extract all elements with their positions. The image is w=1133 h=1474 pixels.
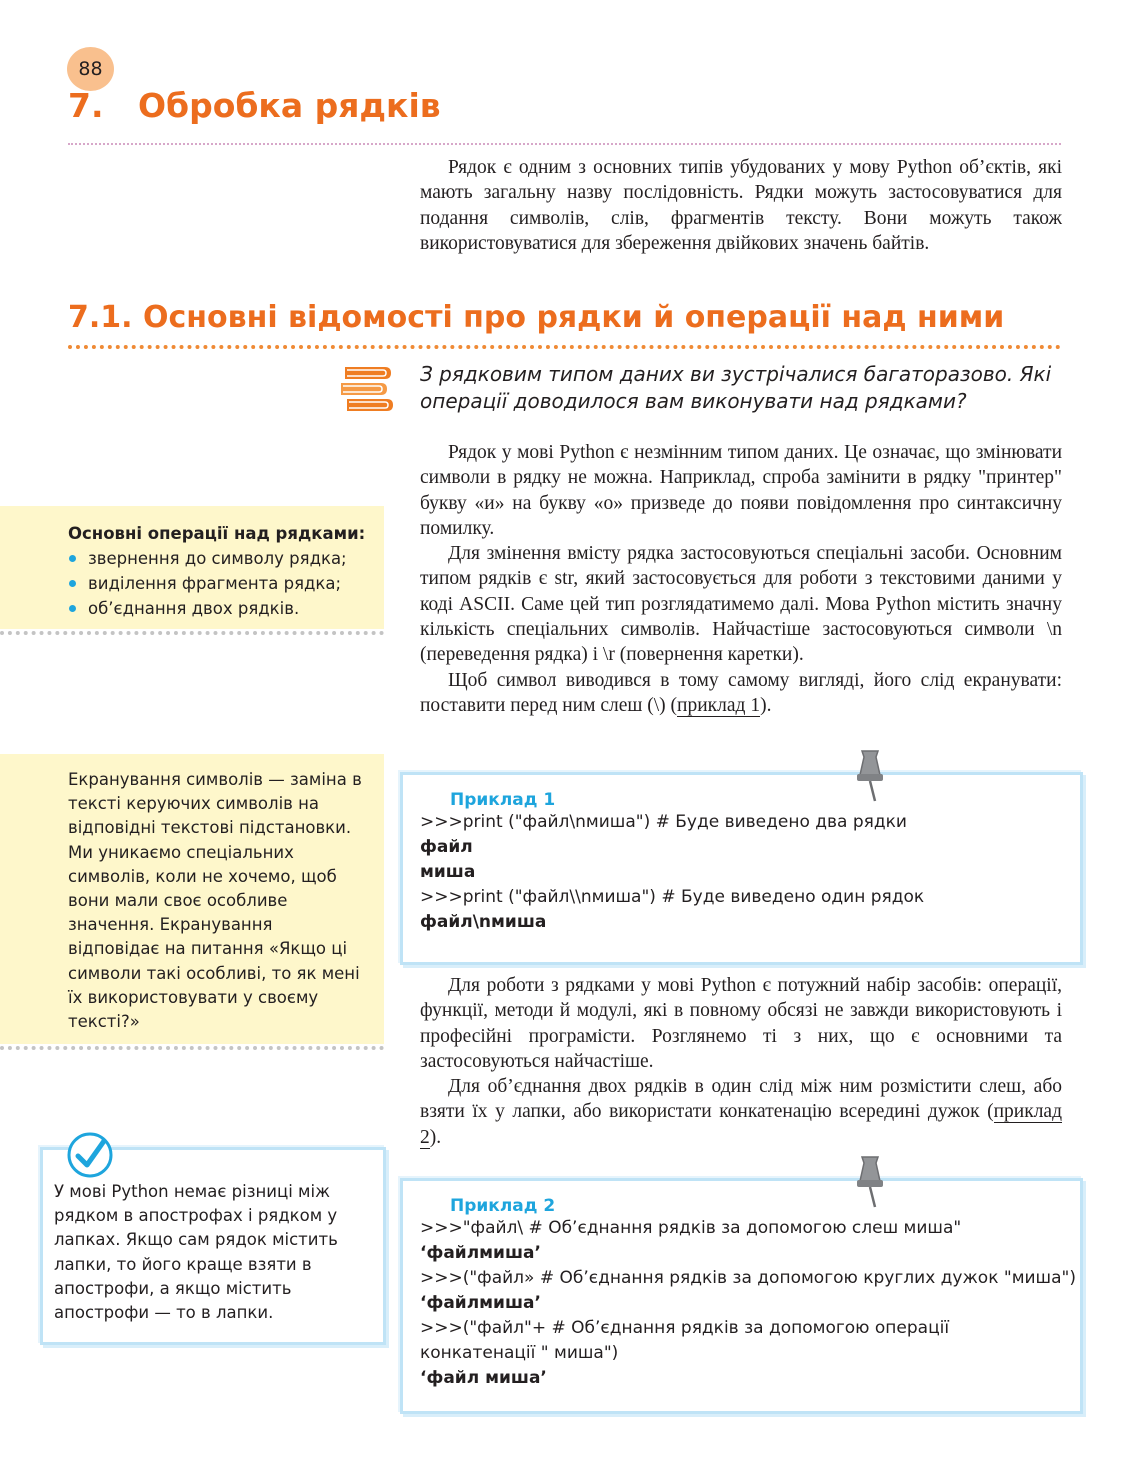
operations-sidebar [0,506,384,629]
escape-definition-text: Екранування символів — заміна в тексті керуючих символів на відповідні текстові підстановки. Ми уникаємо спеціальних символів, коли не хочемо, щоб вони мали своє особливе значення. Екранування відповідає на питання «Якщо ці символи такі особливі, то як мені їх використовувати у своєму тексті?» [68,770,362,1032]
books-icon [337,363,395,419]
example-1-reference[interactable]: приклад 1 [677,694,761,716]
chapter-number: 7. [68,86,104,125]
intro-paragraph [420,155,1062,256]
example-2-reference[interactable]: приклад 2 [420,1101,1062,1148]
pushpin-icon [850,747,890,803]
section-title: 7.1. Основні відомості про рядки й операції над ними [68,300,1005,335]
section-divider [68,345,1061,349]
example-2-title: Приклад 2 [450,1196,556,1216]
example-1-title: Приклад 1 [450,790,556,810]
example-2-frame [400,1178,1083,1414]
main-text-block-1 [420,440,1062,718]
section-question: З рядковим типом даних ви зустрічалися багаторазово. Які операції доводилося вам виконувати над рядками? [420,362,1052,413]
paragraph-str-type: Для змінення вмісту рядка застосовуються спеціальні засоби. Основним типом рядків є str, який застосовується для роботи з текстовими даними у коді ASCII. Саме цей тип розглядатимемо далі. Мова Python містить значну кількість спеціальних символів. Найчастіше застосовуються символи \n (переведення рядка) і \r (повернення каретки). [420,543,1062,666]
page-number-badge [67,47,114,91]
bullet-icon [69,555,76,562]
code-output: ‘файлмиша’ [420,1293,541,1313]
operations-title: Основні операції над рядками: [68,524,366,543]
code-output: ‘файлмиша’ [420,1243,541,1263]
escape-sidebar-divider [0,1046,384,1050]
code-line: >>>print ("файл\\nмиша") # Буде виведено один рядок [420,887,925,907]
bullet-icon [69,605,76,612]
escape-definition-sidebar [0,754,384,1044]
pushpin-icon [850,1153,890,1209]
operations-sidebar-divider [0,631,384,635]
code-line: >>>("файл"+ # Об’єднання рядків за допомогою операції [420,1318,950,1338]
paragraph-immutable: Рядок у мові Python є незмінним типом даних. Це означає, що змінювати символи в рядку не можна. Наприклад, спроба замінити в рядку "принтер" букву «и» на букву «о» призведе до появи повідомлення про синтаксичну помилку. [420,442,1062,539]
code-line: конкатенації " миша") [420,1343,619,1363]
operations-list [68,546,368,621]
example-1-frame [400,772,1083,965]
paragraph-concat: Для об’єднання двох рядків в один слід між ним розмістити слеш, або взяти їх у лапки, або використати конкатенацію всередині дужок (приклад 2). [420,1076,1062,1148]
main-text-block-2 [420,973,1062,1150]
chapter-title-text: Обробка рядків [138,86,441,125]
page-number: 88 [78,58,103,80]
code-output: ‘файл миша’ [420,1368,547,1388]
list-item: виділення фрагмента рядка; [68,571,368,596]
code-line: >>>print ("файл\nмиша") # Буде виведено два рядки [420,812,907,832]
chapter-title [68,86,441,125]
bullet-icon [69,580,76,587]
list-item: об’єднання двох рядків. [68,596,368,621]
chapter-divider [68,143,1061,145]
checkmark-icon [66,1131,114,1179]
paragraph-escaping: Щоб символ виводився в тому самому вигляді, його слід екранувати: поставити перед ним слеш (\) (приклад 1). [420,669,1062,716]
list-item: звернення до символу рядка; [68,546,368,571]
code-line: >>>("файл» # Об’єднання рядків за допомогою круглих дужок "миша") [420,1268,1076,1288]
code-output: миша [420,862,476,882]
intro-text: Рядок є одним з основних типів убудованих у мову Python об’єктів, які мають загальну назву послідовність. Рядки можуть застосовуватися для подання символів, слів, фрагментів тексту. Вони можуть також використовуватися для збереження двійкових значень байтів. [420,157,1062,254]
tip-note-text: У мові Python немає різниці між рядком в апострофах і рядком у лапках. Якщо сам рядок містить лапки, то його краще взяти в апострофи, а якщо містить апострофи — то в лапки. [54,1182,338,1323]
code-line: >>>"файл\ # Об’єднання рядків за допомогою слеш миша" [420,1218,962,1238]
code-output: файл [420,837,473,857]
code-output: файл\nмиша [420,912,547,932]
paragraph-tools: Для роботи з рядками у мові Python є потужний набір засобів: операції, функції, методи й модулі, які в повному обсязі не завжди використовують і професійні програмісти. Розглянемо ті з них, що є основними та застосовуються найчастіше. [420,975,1062,1072]
